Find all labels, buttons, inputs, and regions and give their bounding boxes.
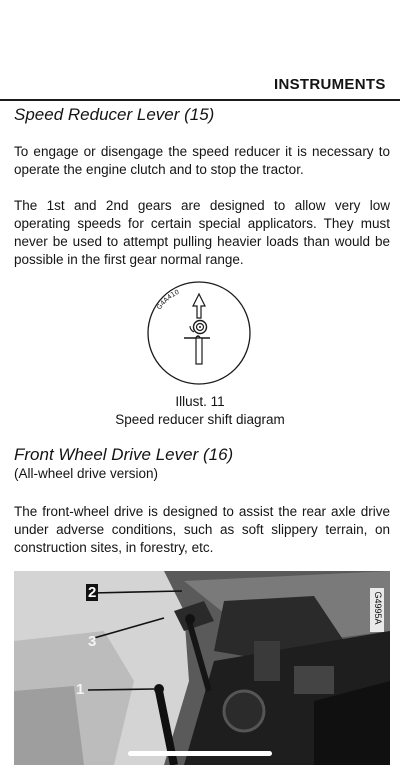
snail-slow-speed-icon: [184, 321, 210, 339]
caption-illust-number: Illust. 11: [175, 394, 225, 409]
speed-reducer-paragraph-1: To engage or disengage the speed reducer it is necessary to operate the engine clutch and to stop the tractor.: [14, 144, 390, 177]
section-header: INSTRUMENTS: [274, 76, 386, 93]
diagram-code: G4A410: [155, 287, 181, 312]
photo-scene: [14, 571, 390, 765]
photo-callout-1: 1: [76, 681, 85, 698]
front-wheel-drive-heading: Front Wheel Drive Lever (16): [14, 445, 234, 464]
header-rule: [0, 99, 400, 101]
photo-callout-2: 2: [88, 584, 97, 601]
shift-lever-icon: [196, 338, 202, 364]
speed-reducer-paragraph-2: The 1st and 2nd gears are designed to allow very low operating speeds for certain special applicators. They must never be used to attempt pulling heavier loads than would be possible in the first gear normal range.: [14, 198, 390, 267]
illustration-caption: [0, 393, 400, 429]
photo-callout-3: 3: [88, 633, 97, 650]
shift-up-arrow-icon: [193, 294, 205, 318]
front-wheel-drive-paragraph: The front-wheel drive is designed to assist the rear axle drive under adverse conditions, such as soft slippery terrain, on construction sites, in forestry, etc.: [14, 504, 390, 555]
speed-reducer-shift-diagram: [146, 280, 256, 390]
home-indicator[interactable]: [128, 751, 272, 756]
speed-reducer-heading: Speed Reducer Lever (15): [14, 105, 215, 124]
photo-code-label: G4995A: [370, 588, 384, 632]
caption-title: Speed reducer shift diagram: [115, 412, 285, 427]
front-wheel-drive-subheading: (All-wheel drive version): [14, 466, 159, 481]
tractor-controls-photo: [14, 571, 390, 765]
